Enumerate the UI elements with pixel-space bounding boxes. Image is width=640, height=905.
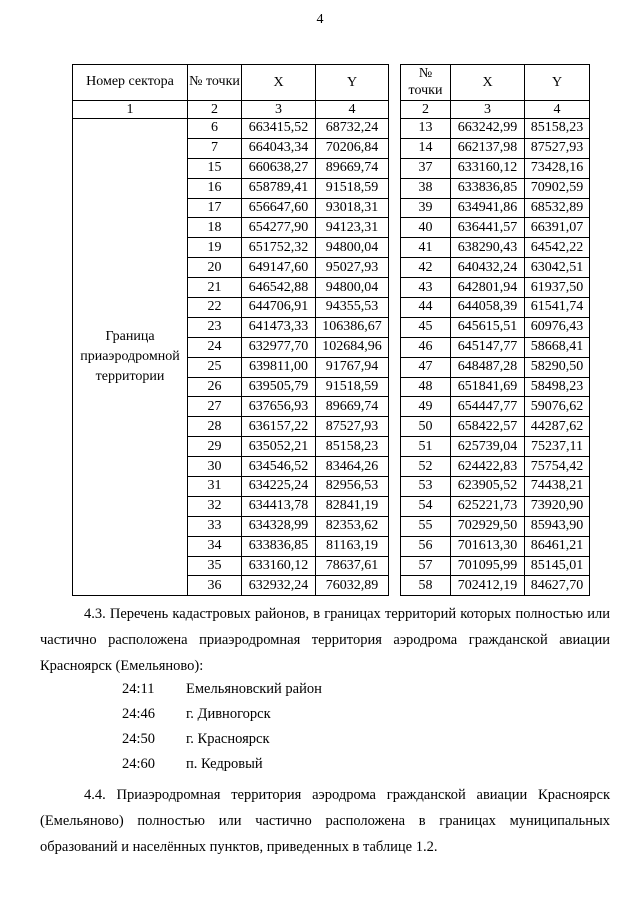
district-code: 24:50: [122, 731, 156, 747]
point-number-cell: 29: [188, 437, 242, 457]
y-cell: 84627,70: [525, 576, 590, 596]
table-row: [401, 158, 590, 178]
point-number-cell: 15: [188, 158, 242, 178]
x-cell: 654447,77: [451, 397, 525, 417]
y-cell: 82353,62: [316, 516, 389, 536]
header-x: X: [242, 65, 316, 101]
y-cell: 85158,23: [316, 437, 389, 457]
x-cell: 644706,91: [242, 298, 316, 318]
x-cell: 634328,99: [242, 516, 316, 536]
y-cell: 70206,84: [316, 138, 389, 158]
x-cell: 651752,32: [242, 238, 316, 258]
y-cell: 58668,41: [525, 337, 590, 357]
y-cell: 70902,59: [525, 178, 590, 198]
y-cell: 66391,07: [525, 218, 590, 238]
col-index: 1: [73, 101, 188, 119]
table-row: [401, 218, 590, 238]
point-number-cell: 37: [401, 158, 451, 178]
x-cell: 663415,52: [242, 119, 316, 139]
x-cell: 639811,00: [242, 357, 316, 377]
point-number-cell: 49: [401, 397, 451, 417]
point-number-cell: 25: [188, 357, 242, 377]
y-cell: 76032,89: [316, 576, 389, 596]
table-row: [401, 417, 590, 437]
point-number-cell: 34: [188, 536, 242, 556]
y-cell: 61937,50: [525, 278, 590, 298]
y-cell: 75237,11: [525, 437, 590, 457]
point-number-cell: 40: [401, 218, 451, 238]
x-cell: 660638,27: [242, 158, 316, 178]
point-number-cell: 43: [401, 278, 451, 298]
col-index: 4: [525, 101, 590, 119]
coordinates-table-right: [400, 64, 590, 596]
table-row: [401, 536, 590, 556]
x-cell: 624422,83: [451, 457, 525, 477]
x-cell: 656647,60: [242, 198, 316, 218]
y-cell: 94800,04: [316, 278, 389, 298]
x-cell: 663242,99: [451, 119, 525, 139]
point-number-cell: 22: [188, 298, 242, 318]
x-cell: 645615,51: [451, 317, 525, 337]
page-number: 4: [316, 12, 324, 27]
y-cell: 94355,53: [316, 298, 389, 318]
y-cell: 91518,59: [316, 377, 389, 397]
point-number-cell: 19: [188, 238, 242, 258]
point-number-cell: 36: [188, 576, 242, 596]
point-number-cell: 39: [401, 198, 451, 218]
x-cell: 635052,21: [242, 437, 316, 457]
table-row: [401, 397, 590, 417]
point-number-cell: 20: [188, 258, 242, 278]
y-cell: 89669,74: [316, 158, 389, 178]
district-item: [122, 706, 322, 731]
y-cell: 44287,62: [525, 417, 590, 437]
table-row: [401, 119, 590, 139]
y-cell: 87527,93: [525, 138, 590, 158]
district-name: п. Кедровый: [186, 756, 263, 772]
point-number-cell: 53: [401, 477, 451, 497]
y-cell: 93018,31: [316, 198, 389, 218]
y-cell: 61541,74: [525, 298, 590, 318]
district-item: [122, 756, 322, 781]
point-number-cell: 56: [401, 536, 451, 556]
x-cell: 636441,57: [451, 218, 525, 238]
table-row: [401, 516, 590, 536]
x-cell: 633836,85: [242, 536, 316, 556]
point-number-cell: 50: [401, 417, 451, 437]
col-index: 3: [242, 101, 316, 119]
y-cell: 94800,04: [316, 238, 389, 258]
table-row: [401, 377, 590, 397]
y-cell: 87527,93: [316, 417, 389, 437]
x-cell: 649147,60: [242, 258, 316, 278]
x-cell: 638290,43: [451, 238, 525, 258]
sector-label: Граница приаэродромной территории: [73, 119, 188, 596]
y-cell: 86461,21: [525, 536, 590, 556]
point-number-cell: 17: [188, 198, 242, 218]
point-number-cell: 52: [401, 457, 451, 477]
table-row: [401, 178, 590, 198]
y-cell: 74438,21: [525, 477, 590, 497]
point-number-cell: 55: [401, 516, 451, 536]
y-cell: 73920,90: [525, 496, 590, 516]
y-cell: 91518,59: [316, 178, 389, 198]
table-row: [401, 477, 590, 497]
y-cell: 78637,61: [316, 556, 389, 576]
table-row: [401, 496, 590, 516]
section-4-3-paragraph: 4.3. Перечень кадастровых районов, в границах территорий которых полностью или частично расположена приаэродромная территория аэродрома гражданской авиации Красноярск (Емельяново):: [40, 606, 610, 674]
y-cell: 94123,31: [316, 218, 389, 238]
x-cell: 658422,57: [451, 417, 525, 437]
y-cell: 75754,42: [525, 457, 590, 477]
table-row: [401, 198, 590, 218]
y-cell: 60976,43: [525, 317, 590, 337]
table-row: [401, 238, 590, 258]
y-cell: 58290,50: [525, 357, 590, 377]
y-cell: 85158,23: [525, 119, 590, 139]
y-cell: 91767,94: [316, 357, 389, 377]
y-cell: 85145,01: [525, 556, 590, 576]
y-cell: 81163,19: [316, 536, 389, 556]
y-cell: 63042,51: [525, 258, 590, 278]
x-cell: 646542,88: [242, 278, 316, 298]
point-number-cell: 21: [188, 278, 242, 298]
district-code: 24:60: [122, 756, 156, 772]
x-cell: 645147,77: [451, 337, 525, 357]
x-cell: 654277,90: [242, 218, 316, 238]
x-cell: 634225,24: [242, 477, 316, 497]
y-cell: 85943,90: [525, 516, 590, 536]
table-row: [401, 298, 590, 318]
y-cell: 73428,16: [525, 158, 590, 178]
x-cell: 625739,04: [451, 437, 525, 457]
point-number-cell: 35: [188, 556, 242, 576]
header-x: X: [451, 65, 525, 101]
header-y: Y: [525, 65, 590, 101]
point-number-cell: 14: [401, 138, 451, 158]
point-number-cell: 26: [188, 377, 242, 397]
x-cell: 634413,78: [242, 496, 316, 516]
point-number-cell: 57: [401, 556, 451, 576]
col-index: 2: [188, 101, 242, 119]
x-cell: 634941,86: [451, 198, 525, 218]
district-name: г. Дивногорск: [186, 706, 271, 722]
point-number-cell: 23: [188, 317, 242, 337]
header-point-number: № точки: [401, 65, 451, 101]
y-cell: 83464,26: [316, 457, 389, 477]
y-cell: 68532,89: [525, 198, 590, 218]
point-number-cell: 6: [188, 119, 242, 139]
point-number-cell: 27: [188, 397, 242, 417]
x-cell: 632932,24: [242, 576, 316, 596]
x-cell: 701095,99: [451, 556, 525, 576]
x-cell: 702412,19: [451, 576, 525, 596]
section-4-4-paragraph: 4.4. Приаэродромная территория аэродрома гражданской авиации Красноярск (Емельяново) полностью или частично расположена в границах муниципальных образований и населённых пунктов, приведенных в таблице 1.2.: [40, 787, 610, 855]
y-cell: 59076,62: [525, 397, 590, 417]
district-item: [122, 731, 322, 756]
col-index: 3: [451, 101, 525, 119]
district-name: г. Красноярск: [186, 731, 270, 747]
x-cell: 658789,41: [242, 178, 316, 198]
point-number-cell: 33: [188, 516, 242, 536]
point-number-cell: 51: [401, 437, 451, 457]
x-cell: 662137,98: [451, 138, 525, 158]
x-cell: 641473,33: [242, 317, 316, 337]
y-cell: 64542,22: [525, 238, 590, 258]
x-cell: 702929,50: [451, 516, 525, 536]
col-index: 2: [401, 101, 451, 119]
y-cell: 95027,93: [316, 258, 389, 278]
x-cell: 640432,24: [451, 258, 525, 278]
table-row: [401, 576, 590, 596]
x-cell: 642801,94: [451, 278, 525, 298]
point-number-cell: 48: [401, 377, 451, 397]
district-code: 24:46: [122, 706, 156, 722]
point-number-cell: 7: [188, 138, 242, 158]
table-row: [401, 138, 590, 158]
x-cell: 639505,79: [242, 377, 316, 397]
table-row: [401, 278, 590, 298]
x-cell: 637656,93: [242, 397, 316, 417]
header-y: Y: [316, 65, 389, 101]
district-code: 24:11: [122, 681, 155, 697]
x-cell: 651841,69: [451, 377, 525, 397]
point-number-cell: 16: [188, 178, 242, 198]
x-cell: 632977,70: [242, 337, 316, 357]
table-row: [401, 337, 590, 357]
y-cell: 82956,53: [316, 477, 389, 497]
y-cell: 106386,67: [316, 317, 389, 337]
point-number-cell: 13: [401, 119, 451, 139]
point-number-cell: 45: [401, 317, 451, 337]
table-row: [73, 119, 389, 139]
point-number-cell: 46: [401, 337, 451, 357]
point-number-cell: 47: [401, 357, 451, 377]
point-number-cell: 41: [401, 238, 451, 258]
table-row: [401, 357, 590, 377]
header-sector: Номер сектора: [73, 65, 188, 101]
district-item: [122, 681, 322, 706]
y-cell: 82841,19: [316, 496, 389, 516]
x-cell: 636157,22: [242, 417, 316, 437]
x-cell: 634546,52: [242, 457, 316, 477]
cadastral-district-list: [122, 681, 322, 781]
table-row: [401, 317, 590, 337]
point-number-cell: 44: [401, 298, 451, 318]
point-number-cell: 58: [401, 576, 451, 596]
x-cell: 633160,12: [451, 158, 525, 178]
table-row: [401, 556, 590, 576]
table-row: [401, 258, 590, 278]
point-number-cell: 30: [188, 457, 242, 477]
table-row: [401, 437, 590, 457]
district-name: Емельяновский район: [186, 681, 322, 697]
x-cell: 623905,52: [451, 477, 525, 497]
x-cell: 633836,85: [451, 178, 525, 198]
point-number-cell: 24: [188, 337, 242, 357]
x-cell: 648487,28: [451, 357, 525, 377]
coordinates-table-left: [72, 64, 389, 596]
point-number-cell: 31: [188, 477, 242, 497]
y-cell: 58498,23: [525, 377, 590, 397]
y-cell: 89669,74: [316, 397, 389, 417]
point-number-cell: 18: [188, 218, 242, 238]
table-row: [401, 457, 590, 477]
x-cell: 701613,30: [451, 536, 525, 556]
x-cell: 664043,34: [242, 138, 316, 158]
header-point-number: № точки: [188, 65, 242, 101]
x-cell: 633160,12: [242, 556, 316, 576]
point-number-cell: 32: [188, 496, 242, 516]
point-number-cell: 54: [401, 496, 451, 516]
x-cell: 644058,39: [451, 298, 525, 318]
point-number-cell: 42: [401, 258, 451, 278]
y-cell: 68732,24: [316, 119, 389, 139]
col-index: 4: [316, 101, 389, 119]
x-cell: 625221,73: [451, 496, 525, 516]
point-number-cell: 28: [188, 417, 242, 437]
point-number-cell: 38: [401, 178, 451, 198]
y-cell: 102684,96: [316, 337, 389, 357]
